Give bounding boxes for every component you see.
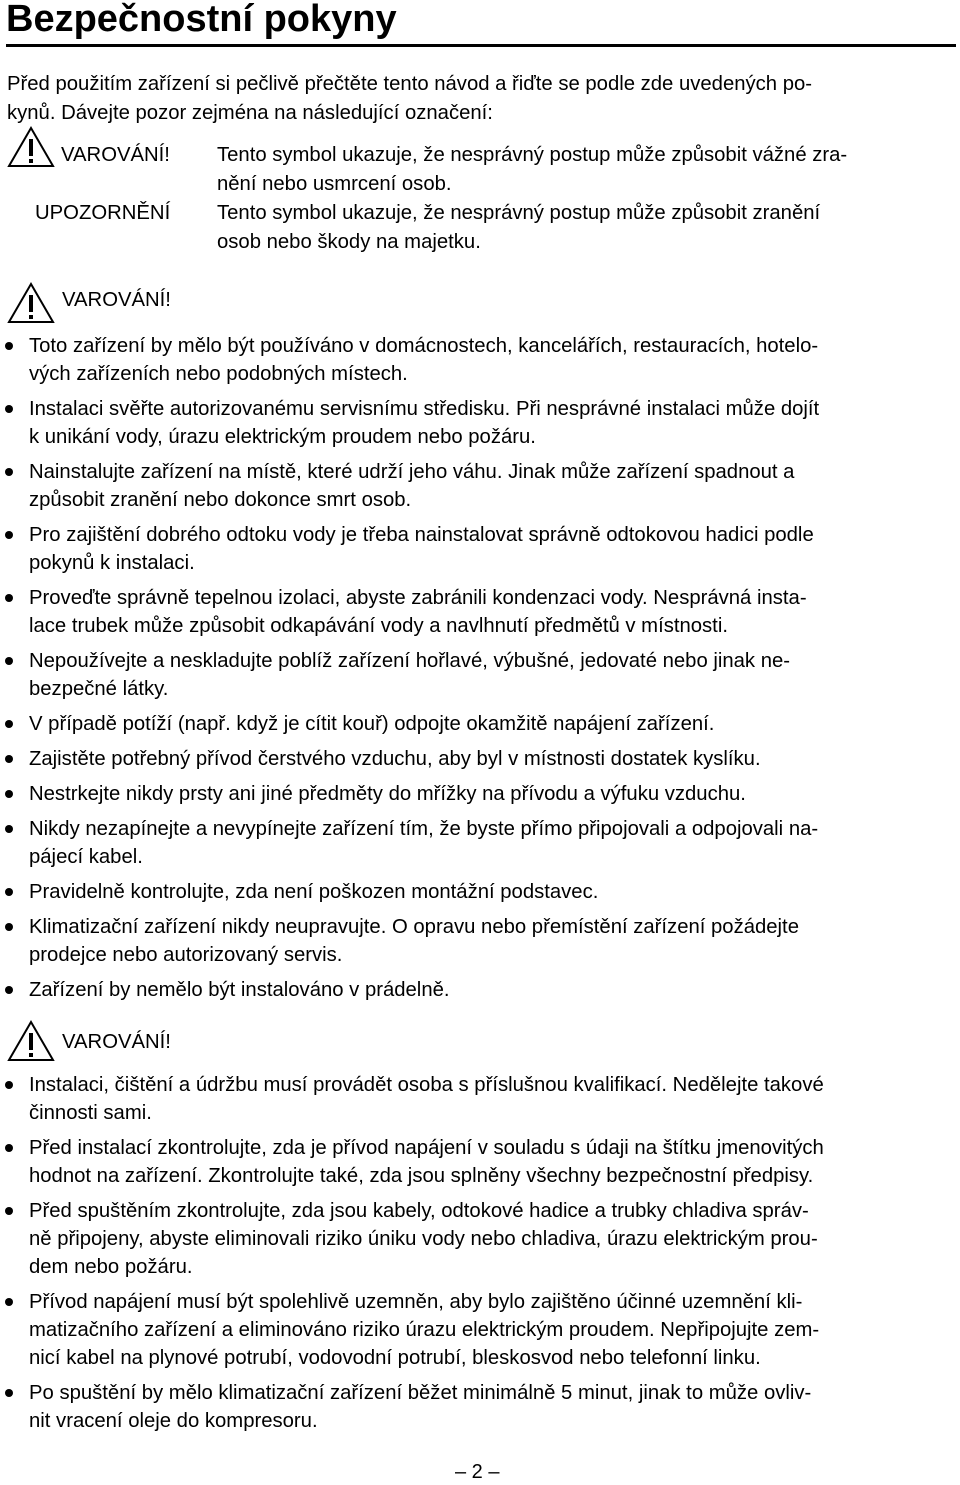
list-item-text: V případě potíží (např. když je cítit kouř) odpojte okamžitě napájení zařízení. — [29, 713, 715, 735]
list-item-text: Pravidelně kontrolujte, zda není poškozen montážní podstavec. — [29, 881, 599, 903]
list-item — [0, 745, 956, 773]
intro-line: kynů. Dávejte pozor zejména na následující označení: — [7, 102, 493, 124]
legend-desc-line: Tento symbol ukazuje, že nesprávný postup může způsobit vážné zra- — [217, 144, 848, 166]
legend-desc-line: osob nebo škody na majetku. — [217, 231, 481, 253]
section-heading-warning: VAROVÁNÍ! — [62, 1031, 171, 1053]
list-item-text: nicí kabel na plynové potrubí, vodovodní potrubí, bleskosvod nebo telefonní linku. — [29, 1347, 761, 1369]
list-item-text: hodnot na zařízení. Zkontrolujte také, zda jsou splněny všechny bezpečnostní předpisy. — [29, 1165, 814, 1187]
bullet-icon — [5, 405, 13, 413]
bullet-icon — [5, 755, 13, 763]
list-item-text: Zařízení by nemělo být instalováno v prádelně. — [29, 979, 450, 1001]
warning-list — [0, 332, 956, 1011]
page-number: – 2 – — [455, 1461, 500, 1483]
bullet-icon — [5, 790, 13, 798]
list-item-text: Před spuštěním zkontrolujte, zda jsou kabely, odtokové hadice a trubky chladiva správ- — [29, 1200, 809, 1222]
list-item-text: Nainstalujte zařízení na místě, které udrží jeho váhu. Jinak může zařízení spadnout a — [29, 461, 795, 483]
page-title: Bezpečnostní pokyny — [6, 0, 397, 40]
list-item — [0, 647, 956, 703]
bullet-icon — [5, 720, 13, 728]
list-item — [0, 1288, 956, 1372]
list-item — [0, 1071, 956, 1127]
list-item — [0, 878, 956, 906]
section-heading-warning: VAROVÁNÍ! — [62, 289, 171, 311]
warning-triangle-icon — [7, 282, 55, 324]
list-item-text: Proveďte správně tepelnou izolaci, abyste zabránili kondenzaci vody. Nesprávná insta- — [29, 587, 807, 609]
list-item-text: matizačního zařízení a eliminováno riziko úrazu elektrickým proudem. Nepřipojujte zem- — [29, 1319, 820, 1341]
list-item — [0, 780, 956, 808]
list-item-text: činnosti sami. — [29, 1102, 152, 1124]
list-item — [0, 976, 956, 1004]
list-item-text: Zajistěte potřebný přívod čerstvého vzduchu, aby byl v místnosti dostatek kyslíku. — [29, 748, 761, 770]
list-item-text: lace trubek může způsobit odkapávání vody a navlhnutí předmětů v místnosti. — [29, 615, 728, 637]
bullet-icon — [5, 1389, 13, 1397]
legend-desc-line: Tento symbol ukazuje, že nesprávný postup může způsobit zranění — [217, 202, 821, 224]
legend-term-warning: VAROVÁNÍ! — [61, 144, 170, 166]
bullet-icon — [5, 825, 13, 833]
list-item-text: vých zařízeních nebo podobných místech. — [29, 363, 408, 385]
list-item-text: Pro zajištění dobrého odtoku vody je třeba nainstalovat správně odtokovou hadici podle — [29, 524, 814, 546]
list-item-text: Před instalací zkontrolujte, zda je přívod napájení v souladu s údaji na štítku jmenovitých — [29, 1137, 824, 1159]
bullet-icon — [5, 1081, 13, 1089]
list-item-text: Nikdy nezapínejte a nevypínejte zařízení tím, že byste přímo připojovali a odpojovali na- — [29, 818, 819, 840]
bullet-icon — [5, 1207, 13, 1215]
bullet-icon — [5, 657, 13, 665]
list-item-text: nit vracení oleje do kompresoru. — [29, 1410, 318, 1432]
list-item-text: Přívod napájení musí být spolehlivě uzemněn, aby bylo zajištěno účinné uzemnění kli- — [29, 1291, 803, 1313]
warning-triangle-icon — [7, 1020, 55, 1062]
list-item — [0, 710, 956, 738]
title-underline — [6, 44, 956, 47]
bullet-icon — [5, 923, 13, 931]
list-item — [0, 1197, 956, 1281]
list-item-text: pokynů k instalaci. — [29, 552, 195, 574]
bullet-icon — [5, 342, 13, 350]
bullet-icon — [5, 888, 13, 896]
list-item — [0, 584, 956, 640]
bullet-icon — [5, 1144, 13, 1152]
list-item-text: Toto zařízení by mělo být používáno v domácnostech, kancelářích, restauracích, hotelo- — [29, 335, 819, 357]
list-item-text: Instalaci svěřte autorizovanému servisnímu středisku. Při nesprávné instalaci může dojít — [29, 398, 820, 420]
warning-triangle-icon — [7, 126, 55, 168]
list-item — [0, 1379, 956, 1435]
list-item-text: Po spuštění by mělo klimatizační zařízení běžet minimálně 5 minut, jinak to může ovliv- — [29, 1382, 812, 1404]
intro-paragraph — [7, 70, 953, 128]
list-item-text: Klimatizační zařízení nikdy neupravujte. O opravu nebo přemístění zařízení požádejte — [29, 916, 799, 938]
list-item-text: způsobit zranění nebo dokonce smrt osob. — [29, 489, 412, 511]
list-item-text: bezpečné látky. — [29, 678, 169, 700]
bullet-icon — [5, 531, 13, 539]
list-item-text: pájecí kabel. — [29, 846, 143, 868]
legend-desc-warning — [217, 141, 955, 199]
warning-list — [0, 1071, 956, 1442]
list-item-text: Nestrkejte nikdy prsty ani jiné předměty do mřížky na přívodu a výfuku vzduchu. — [29, 783, 746, 805]
legend-desc-line: nění nebo usmrcení osob. — [217, 173, 452, 195]
list-item-text: Instalaci, čištění a údržbu musí provádět osoba s příslušnou kvalifikací. Nedělejte takové — [29, 1074, 824, 1096]
list-item-text: ně připojeny, abyste eliminovali riziko úniku vody nebo chladiva, úrazu elektrickým prou- — [29, 1228, 818, 1250]
legend-term-caution: UPOZORNĚNÍ — [35, 202, 171, 224]
intro-line: Před použitím zařízení si pečlivě přečtěte tento návod a řiďte se podle zde uvedených po- — [7, 73, 813, 95]
bullet-icon — [5, 594, 13, 602]
list-item — [0, 458, 956, 514]
list-item — [0, 332, 956, 388]
list-item-text: Nepoužívejte a neskladujte poblíž zařízení hořlavé, výbušné, jedovaté nebo jinak ne- — [29, 650, 791, 672]
bullet-icon — [5, 1298, 13, 1306]
list-item — [0, 1134, 956, 1190]
list-item-text: k unikání vody, úrazu elektrickým proudem nebo požáru. — [29, 426, 536, 448]
list-item — [0, 395, 956, 451]
list-item-text: prodejce nebo autorizovaný servis. — [29, 944, 343, 966]
legend-desc-caution — [217, 199, 955, 257]
bullet-icon — [5, 986, 13, 994]
list-item — [0, 521, 956, 577]
list-item — [0, 815, 956, 871]
list-item-text: dem nebo požáru. — [29, 1256, 193, 1278]
list-item — [0, 913, 956, 969]
bullet-icon — [5, 468, 13, 476]
